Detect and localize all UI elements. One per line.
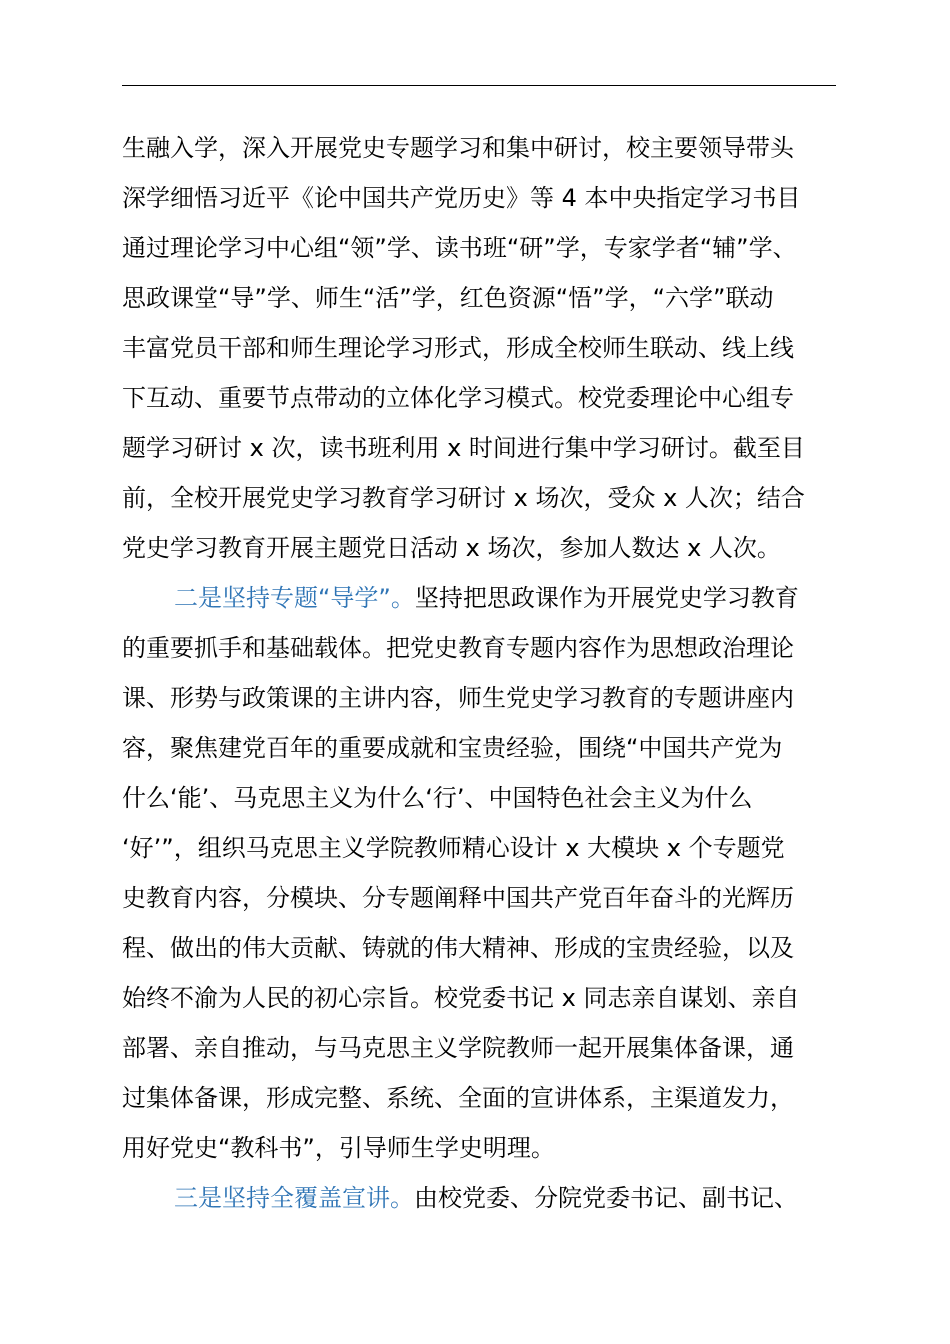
text-line: 史教育内容，分模块、分专题阐释中国共产党百年奋斗的光辉历 — [122, 884, 794, 912]
text-line: 始终不渝为人民的初心宗旨。校党委书记 x 同志亲自谋划、亲自 — [122, 984, 800, 1012]
text-line: 前，全校开展党史学习教育学习研讨 x 场次，受众 x 人次；结合 — [122, 484, 805, 512]
paragraph-1 — [122, 123, 862, 573]
text-line: 课、形势与政策课的主讲内容，师生党史学习教育的专题讲座内 — [122, 684, 794, 712]
text-line: 部署、亲自推动，与马克思主义学院教师一起开展集体备课，通 — [122, 1034, 794, 1062]
text-line: 什么‘能’、马克思主义为什么‘行’、中国特色社会主义为什么 — [122, 784, 753, 812]
first-line-text: 由校党委、分院党委书记、副书记、 — [414, 1184, 798, 1212]
text-line: 用好党史“教科书”，引导师生学史明理。 — [122, 1134, 555, 1162]
text-line: ‘好’”，组织马克思主义学院教师精心设计 x 大模块 x 个专题党 — [122, 834, 785, 862]
text-line: 题学习研讨 x 次，读书班利用 x 时间进行集中学习研讨。截至目 — [122, 434, 805, 462]
text-line: 丰富党员干部和师生理论学习形式，形成全校师生联动、线上线 — [122, 334, 794, 362]
document-body — [122, 123, 862, 1223]
text-line: 生融入学，深入开展党史专题学习和集中研讨，校主要领导带头 — [122, 134, 794, 162]
first-line-text: 坚持把思政课作为开展党史学习教育 — [414, 584, 799, 612]
header-rule — [122, 85, 836, 86]
text-line: 的重要抓手和基础载体。把党史教育专题内容作为思想政治理论 — [122, 634, 794, 662]
text-line: 过集体备课，形成完整、系统、全面的宣讲体系，主渠道发力， — [122, 1084, 794, 1112]
text-line: 党史学习教育开展主题党日活动 x 场次，参加人数达 x 人次。 — [122, 534, 781, 562]
text-line: 下互动、重要节点带动的立体化学习模式。校党委理论中心组专 — [122, 384, 794, 412]
text-line: 通过理论学习中心组“领”学、读书班“研”学，专家学者“辅”学、 — [122, 234, 797, 262]
section-heading: 二是坚持专题“导学”。 — [174, 584, 415, 612]
paragraph-3-first-line — [122, 1173, 862, 1223]
paragraph-2-first-line — [122, 573, 862, 623]
text-line: 容，聚焦建党百年的重要成就和宝贵经验，围绕“中国共产党为 — [122, 734, 783, 762]
text-line: 思政课堂“导”学、师生“活”学，红色资源“悟”学，“六学”联动 — [122, 284, 774, 312]
text-line: 程、做出的伟大贡献、铸就的伟大精神、形成的宝贵经验，以及 — [122, 934, 794, 962]
paragraph-2 — [122, 573, 862, 1173]
paragraph-3 — [122, 1173, 862, 1223]
text-line: 深学细悟习近平《论中国共产党历史》等 4 本中央指定学习书目 — [122, 184, 801, 212]
section-heading: 三是坚持全覆盖宣讲。 — [174, 1184, 414, 1212]
